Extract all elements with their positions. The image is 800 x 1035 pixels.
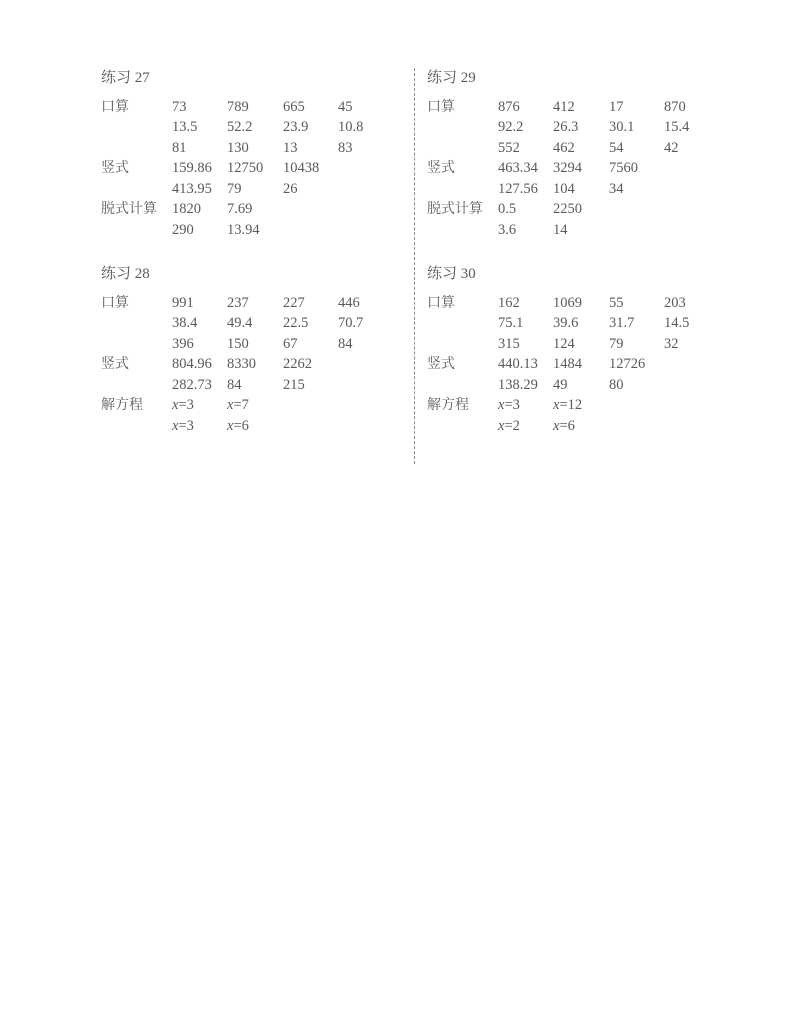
answer-row — [101, 376, 401, 394]
answer-value: 1820 — [172, 201, 201, 217]
answer-value: 67 — [283, 336, 298, 352]
answer-row — [101, 314, 401, 332]
answer-value: 79 — [227, 181, 242, 197]
exercise-title: 练习 30 — [427, 266, 476, 282]
answer-value: 13.94 — [227, 222, 260, 238]
answer-row — [427, 200, 727, 218]
answer-value: 804.96 — [172, 356, 212, 372]
answer-value: 14 — [553, 222, 568, 238]
answer-value: 130 — [227, 140, 249, 156]
answer-row — [101, 355, 401, 373]
answer-row — [427, 417, 727, 435]
answer-row — [101, 159, 401, 177]
answer-value: 84 — [227, 377, 242, 393]
answer-value: 150 — [227, 336, 249, 352]
answer-value: 162 — [498, 295, 520, 311]
answer-value: 440.13 — [498, 356, 538, 372]
variable-symbol: x — [172, 397, 179, 413]
variable-symbol: x — [227, 397, 234, 413]
answer-value: 227 — [283, 295, 305, 311]
answer-value — [498, 396, 520, 414]
answer-row — [101, 180, 401, 198]
answer-value: 83 — [338, 140, 353, 156]
answer-value: 159.86 — [172, 160, 212, 176]
answer-row — [427, 355, 727, 373]
variable-symbol: x — [498, 397, 505, 413]
answer-value: 17 — [609, 99, 624, 115]
answer-value: 70.7 — [338, 315, 364, 331]
equation-value: =7 — [233, 397, 249, 413]
answer-value: 463.34 — [498, 160, 538, 176]
answer-value — [227, 417, 249, 435]
answer-value: 49 — [553, 377, 568, 393]
answer-value: 446 — [338, 295, 360, 311]
answer-row — [427, 294, 727, 312]
answer-value — [227, 396, 249, 414]
answer-value: 3.6 — [498, 222, 517, 238]
answer-row — [101, 335, 401, 353]
answer-value: 81 — [172, 140, 187, 156]
answer-value: 55 — [609, 295, 624, 311]
answer-value: 26 — [283, 181, 298, 197]
row-label: 口算 — [101, 295, 129, 311]
answer-value: 42 — [664, 140, 679, 156]
answer-row — [101, 396, 401, 414]
answer-row — [427, 376, 727, 394]
answer-row — [427, 159, 727, 177]
variable-symbol: x — [498, 418, 505, 434]
row-label: 解方程 — [427, 397, 469, 413]
answer-row — [101, 200, 401, 218]
variable-symbol: x — [553, 418, 560, 434]
answer-value: 49.4 — [227, 315, 253, 331]
row-label: 脱式计算 — [427, 201, 483, 217]
answer-value: 75.1 — [498, 315, 524, 331]
answer-value: 13.5 — [172, 119, 198, 135]
row-label: 口算 — [427, 99, 455, 115]
answer-value: 34 — [609, 181, 624, 197]
answer-row — [427, 98, 727, 116]
answer-value: 10.8 — [338, 119, 364, 135]
answer-value: 237 — [227, 295, 249, 311]
answer-value: 138.29 — [498, 377, 538, 393]
answer-value: 215 — [283, 377, 305, 393]
answer-value: 127.56 — [498, 181, 538, 197]
row-label: 脱式计算 — [101, 201, 157, 217]
row-label: 口算 — [427, 295, 455, 311]
answer-value: 38.4 — [172, 315, 198, 331]
answer-value: 8330 — [227, 356, 256, 372]
equation-value: =3 — [504, 397, 520, 413]
answer-value: 876 — [498, 99, 520, 115]
answer-value: 12750 — [227, 160, 264, 176]
answer-row — [427, 118, 727, 136]
answer-value: 7560 — [609, 160, 638, 176]
answer-value: 1484 — [553, 356, 582, 372]
answer-value: 45 — [338, 99, 353, 115]
variable-symbol: x — [553, 397, 560, 413]
answer-value: 22.5 — [283, 315, 309, 331]
answer-value: 39.6 — [553, 315, 579, 331]
answer-row — [427, 180, 727, 198]
answer-value: 396 — [172, 336, 194, 352]
answer-value — [553, 417, 575, 435]
answer-value: 290 — [172, 222, 194, 238]
answer-value: 52.2 — [227, 119, 253, 135]
answer-value: 10438 — [283, 160, 320, 176]
answer-value: 12726 — [609, 356, 646, 372]
row-label: 竖式 — [101, 356, 129, 372]
answer-value: 14.5 — [664, 315, 690, 331]
exercise-title: 练习 28 — [101, 266, 150, 282]
answer-value: 665 — [283, 99, 305, 115]
row-label: 口算 — [101, 99, 129, 115]
equation-value: =2 — [504, 418, 520, 434]
answer-value: 991 — [172, 295, 194, 311]
equation-value: =3 — [178, 397, 194, 413]
row-label: 竖式 — [101, 160, 129, 176]
answer-value: 462 — [553, 140, 575, 156]
answer-row — [101, 118, 401, 136]
answer-value — [172, 417, 194, 435]
answer-value: 30.1 — [609, 119, 635, 135]
answer-value: 0.5 — [498, 201, 517, 217]
answer-value: 789 — [227, 99, 249, 115]
answer-value: 2262 — [283, 356, 312, 372]
answer-value — [498, 417, 520, 435]
variable-symbol: x — [227, 418, 234, 434]
equation-value: =12 — [559, 397, 583, 413]
variable-symbol: x — [172, 418, 179, 434]
answer-value — [172, 396, 194, 414]
equation-value: =3 — [178, 418, 194, 434]
answer-value: 73 — [172, 99, 187, 115]
answer-value: 2250 — [553, 201, 582, 217]
answer-value: 31.7 — [609, 315, 635, 331]
exercise-title: 练习 29 — [427, 70, 476, 86]
answer-value: 1069 — [553, 295, 582, 311]
answer-row — [427, 396, 727, 414]
answer-row — [427, 139, 727, 157]
row-label: 解方程 — [101, 397, 143, 413]
exercise-title: 练习 27 — [101, 70, 150, 86]
answer-value: 7.69 — [227, 201, 253, 217]
answer-value: 870 — [664, 99, 686, 115]
column-divider — [414, 68, 415, 464]
row-label: 竖式 — [427, 160, 455, 176]
answer-value: 412 — [553, 99, 575, 115]
answer-value: 26.3 — [553, 119, 579, 135]
row-label: 竖式 — [427, 356, 455, 372]
answer-value: 104 — [553, 181, 575, 197]
answer-row — [101, 221, 401, 239]
answer-value: 413.95 — [172, 181, 212, 197]
answer-value: 124 — [553, 336, 575, 352]
answer-value: 84 — [338, 336, 353, 352]
answer-value: 3294 — [553, 160, 582, 176]
answer-value: 15.4 — [664, 119, 690, 135]
answer-row — [427, 335, 727, 353]
answer-row — [427, 314, 727, 332]
answer-row — [101, 294, 401, 312]
answer-value: 80 — [609, 377, 624, 393]
answer-value — [553, 396, 582, 414]
answer-value: 23.9 — [283, 119, 309, 135]
answer-value: 32 — [664, 336, 679, 352]
equation-value: =6 — [559, 418, 575, 434]
answer-row — [427, 221, 727, 239]
answer-value: 282.73 — [172, 377, 212, 393]
answer-value: 315 — [498, 336, 520, 352]
answer-row — [101, 98, 401, 116]
answer-value: 13 — [283, 140, 298, 156]
answer-value: 92.2 — [498, 119, 524, 135]
equation-value: =6 — [233, 418, 249, 434]
answer-value: 54 — [609, 140, 624, 156]
answer-value: 203 — [664, 295, 686, 311]
answer-value: 79 — [609, 336, 624, 352]
answer-value: 552 — [498, 140, 520, 156]
answer-row — [101, 139, 401, 157]
answer-row — [101, 417, 401, 435]
